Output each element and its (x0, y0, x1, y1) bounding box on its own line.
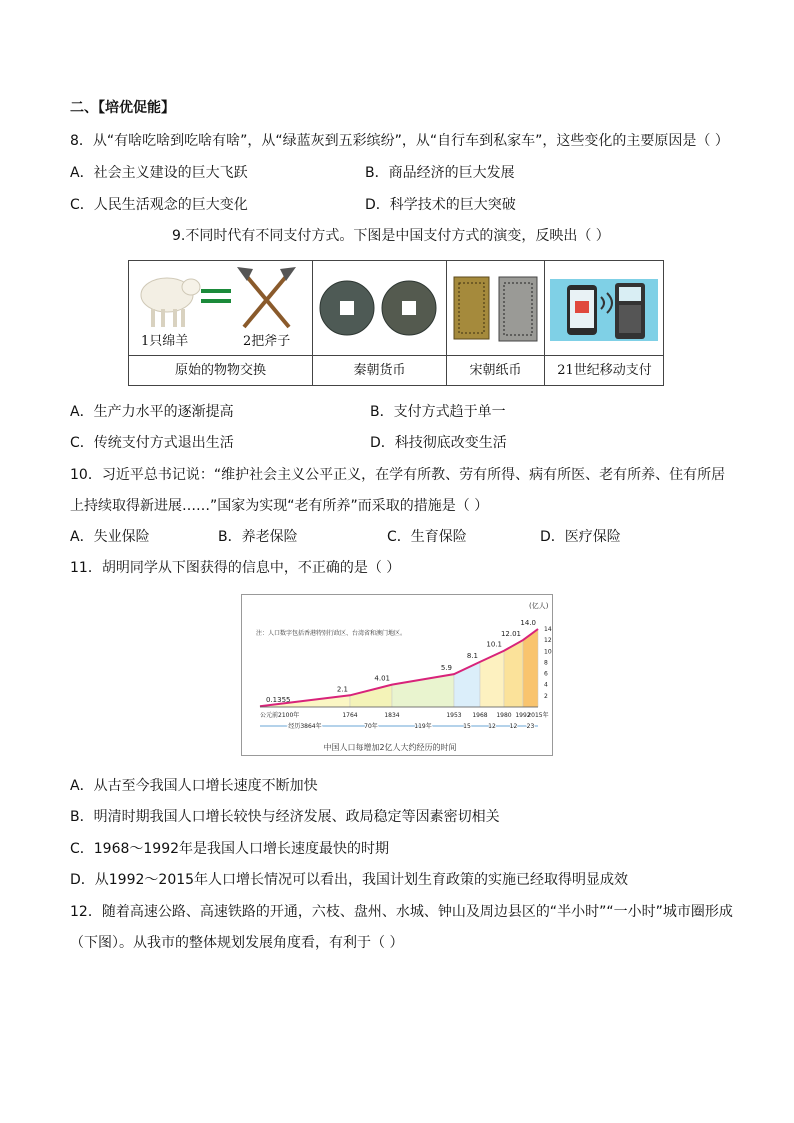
y-tick-label: 10 (544, 648, 552, 656)
value-label: 4.01 (374, 674, 390, 683)
song-paper-money-illustration (447, 261, 545, 355)
q11-option-a[interactable]: A．从古至今我国人口增长速度不断加快 (70, 778, 318, 794)
value-label: 0.1355 (266, 696, 291, 705)
interval-label: 经历3864年 (288, 723, 322, 730)
payment-evolution-figure (128, 260, 664, 386)
q11-option-d[interactable]: D．从1992～2015年人口增长情况可以看出，我国计划生育政策的实施已经取得明显成效 (70, 872, 629, 888)
chart-note: 注：人口数字包括香港特别行政区、台湾省和澳门地区。 (256, 630, 407, 637)
q10-option-a[interactable]: A．失业保险 (70, 529, 150, 545)
population-chart-svg (242, 595, 552, 755)
x-tick-label: 2015年 (527, 712, 549, 719)
question-12-stem-line2: （下图）。从我市的整体规划发展角度看，有利于（ ） (70, 935, 404, 951)
interval-label: 70年 (364, 723, 378, 730)
chart-unit: (亿人) (529, 602, 549, 610)
question-9-stem: 9.不同时代有不同支付方式。下图是中国支付方式的演变，反映出（ ） (172, 228, 610, 244)
y-tick-label: 12 (544, 637, 552, 645)
x-tick-label: 1968 (472, 712, 488, 719)
area-segment (350, 685, 392, 707)
area-segment (523, 629, 538, 707)
caption-barter: 原始的物物交换 (129, 355, 313, 386)
interval-label: 119年 (414, 723, 432, 730)
barter-left-label: 1只绵羊 (141, 334, 189, 349)
q9-option-a[interactable]: A．生产力水平的逐渐提高 (70, 404, 234, 420)
q8-option-b[interactable]: B．商品经济的巨大发展 (365, 165, 515, 181)
q9-option-c[interactable]: C．传统支付方式退出生活 (70, 435, 234, 451)
population-chart (241, 594, 553, 756)
q8-option-a[interactable]: A．社会主义建设的巨大飞跃 (70, 165, 248, 181)
q9-option-d[interactable]: D．科技彻底改变生活 (370, 435, 507, 451)
mobile-pay-cell (545, 261, 664, 355)
interval-label: 12 (488, 723, 496, 730)
y-tick-label: 8 (544, 659, 548, 667)
x-tick-label: 1980 (496, 712, 512, 719)
caption-qin: 秦朝货币 (313, 355, 447, 386)
y-tick-label: 14 (544, 626, 552, 633)
interval-label: 23 (526, 723, 535, 730)
y-tick-label: 6 (544, 670, 548, 678)
interval-label: 12 (509, 723, 518, 730)
mobile-payment-illustration (545, 261, 664, 355)
q10-option-d[interactable]: D．医疗保险 (540, 529, 621, 545)
question-10-stem-line1: 10．习近平总书记说：“维护社会主义公平正义，在学有所教、劳有所得、病有所医、老有所养、住有所居 (70, 467, 726, 483)
interval-label: 15 (463, 723, 471, 730)
value-label: 2.1 (336, 685, 348, 694)
axes-icon (237, 267, 296, 327)
question-11-stem: 11．胡明同学从下图获得的信息中，不正确的是（ ） (70, 560, 401, 576)
x-tick-label: 1834 (384, 712, 400, 719)
song-paper-money-cell (447, 261, 545, 355)
x-tick-label: 公元前2100年 (260, 712, 300, 719)
x-tick-label: 1992 (515, 712, 531, 719)
section-title: 二、【培优促能】 (70, 100, 175, 116)
question-10-stem-line2: 上持续取得新进展……”国家为实现“老有所养”而采取的措施是（ ） (70, 498, 489, 514)
chart-title: 中国人口每增加2亿人大约经历的时间 (323, 743, 457, 752)
sheep-icon (141, 278, 200, 327)
qin-coin-cell (313, 261, 447, 355)
caption-song: 宋朝纸币 (447, 355, 545, 386)
barter-cell (129, 261, 313, 355)
value-label: 10.1 (486, 640, 502, 649)
value-label: 14.0 (520, 619, 536, 627)
value-label: 12.01 (500, 630, 521, 639)
q11-option-c[interactable]: C．1968～1992年是我国人口增长速度最快的时期 (70, 841, 390, 857)
x-tick-label: 1953 (446, 712, 462, 719)
barter-right-label: 2把斧子 (243, 334, 291, 349)
value-label: 5.9 (440, 664, 452, 673)
y-tick-label: 2 (544, 692, 548, 700)
caption-mobile: 21世纪移动支付 (545, 355, 664, 386)
q9-option-b[interactable]: B．支付方式趋于单一 (370, 404, 506, 420)
q11-option-b[interactable]: B．明清时期我国人口增长较快与经济发展、政局稳定等因素密切相关 (70, 809, 500, 825)
y-tick-label: 4 (544, 681, 548, 689)
q10-option-c[interactable]: C．生育保险 (387, 529, 467, 545)
q10-option-b[interactable]: B．养老保险 (218, 529, 298, 545)
value-label: 8.1 (466, 651, 478, 660)
equals-sign (201, 289, 231, 293)
q8-option-d[interactable]: D．科学技术的巨大突破 (365, 197, 516, 213)
q8-option-c[interactable]: C．人民生活观念的巨大变化 (70, 197, 248, 213)
x-tick-label: 1764 (342, 712, 358, 719)
question-12-stem-line1: 12．随着高速公路、高速铁路的开通，六枝、盘州、水城、钟山及周边县区的“半小时”“一小时”城市圈形成 (70, 904, 733, 920)
qin-coins-illustration (313, 261, 447, 355)
question-8-stem: 8．从“有啥吃啥到吃啥有啥”，从“绿蓝灰到五彩缤纷”，从“自行车到私家车”，这些变化的主要原因是（ ） (70, 133, 729, 149)
